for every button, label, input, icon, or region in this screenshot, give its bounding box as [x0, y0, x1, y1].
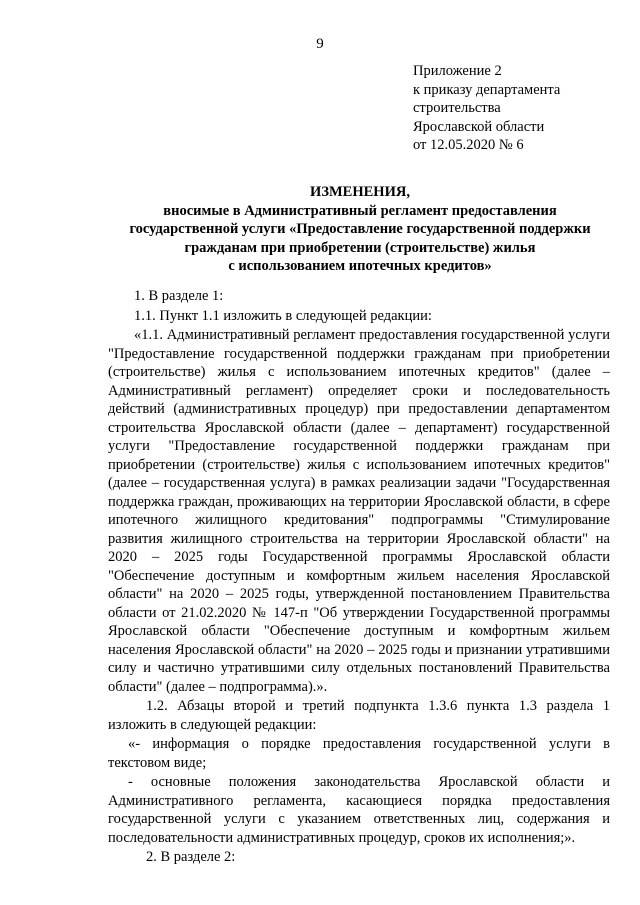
appendix-line: Ярославской области	[413, 118, 545, 135]
paragraph-quoted-1-1: «1.1. Административный регламент предоставления государственной услуги "Предоставление государственной поддержки гражданам при приобретении (строительстве) жилья с использованием ипотечных кредитов" (далее – Административный регламент) определяет сроки и последовательность действий (административных процедур) при предоставлении департаментом строительства Ярославской области (далее – департамент) государственной услуги "Предоставление государственной поддержки гражданам при приобретении (строительстве) жилья с использованием ипотечных кредитов" (далее – государственная услуга) в рамках реализации задачи "Государственная поддержка граждан, проживающих на территории Ярославской области, в сфере ипотечного жилищного кредитования" подпрограммы "Стимулирование развития жилищного строительства на территории Ярославской области" на 2020 – 2025 годы Государственной программы Ярославской области "Обеспечение доступным и комфортным жильем населения Ярославской области" на 2020 – 2025 годы, утвержденной постановлением Правительства области от 21.02.2020 № 147-п "Об утверждении Государственной программы Ярославской области "Обеспечение доступным и комфортным жильем населения Ярославской области" на 2020 – 2025 годы и признании утратившими силу и частично утратившими силу отдельных постановлений Правительства области" (далее – подпрограмма).».	[108, 327, 610, 695]
paragraph-quoted-bullet-2: - основные положения законодательства Ярославской области и Административного регламента, касающиеся порядка предоставления государственной услуги с указанием ответственных лиц, содержания и последовательности административных процедур, сроков их исполнения;».	[108, 774, 610, 846]
title-line: вносимые в Административный регламент предоставления	[163, 202, 557, 219]
title-line: гражданам при приобретении (строительстве) жилья	[184, 239, 536, 256]
appendix-line: к приказу департамента	[413, 81, 561, 98]
paragraph-section-2: 2. В разделе 2:	[146, 849, 236, 865]
paragraph-quoted-bullet-1: «- информация о порядке предоставления государственной услуги в текстовом виде;	[108, 736, 610, 771]
paragraph-item-1-2: 1.2. Абзацы второй и третий подпункта 1.3.6 пункта 1.3 раздела 1 изложить в следующей редакции:	[108, 698, 610, 733]
appendix-line: от 12.05.2020 № 6	[413, 137, 524, 153]
paragraph-section-1: 1. В разделе 1:	[134, 288, 224, 304]
paragraph-item-1-1: 1.1. Пункт 1.1 изложить в следующей редакции:	[134, 307, 432, 324]
title-line: государственной услуги «Предоставление государственной поддержки	[129, 221, 591, 237]
title-heading: ИЗМЕНЕНИЯ,	[310, 184, 410, 200]
title-line: с использованием ипотечных кредитов»	[228, 258, 492, 274]
appendix-line: строительства	[413, 100, 501, 116]
page-number: 9	[316, 36, 324, 52]
appendix-block	[413, 62, 560, 155]
document-body	[108, 287, 610, 868]
appendix-line: Приложение 2	[413, 63, 502, 79]
document-title	[100, 183, 620, 276]
